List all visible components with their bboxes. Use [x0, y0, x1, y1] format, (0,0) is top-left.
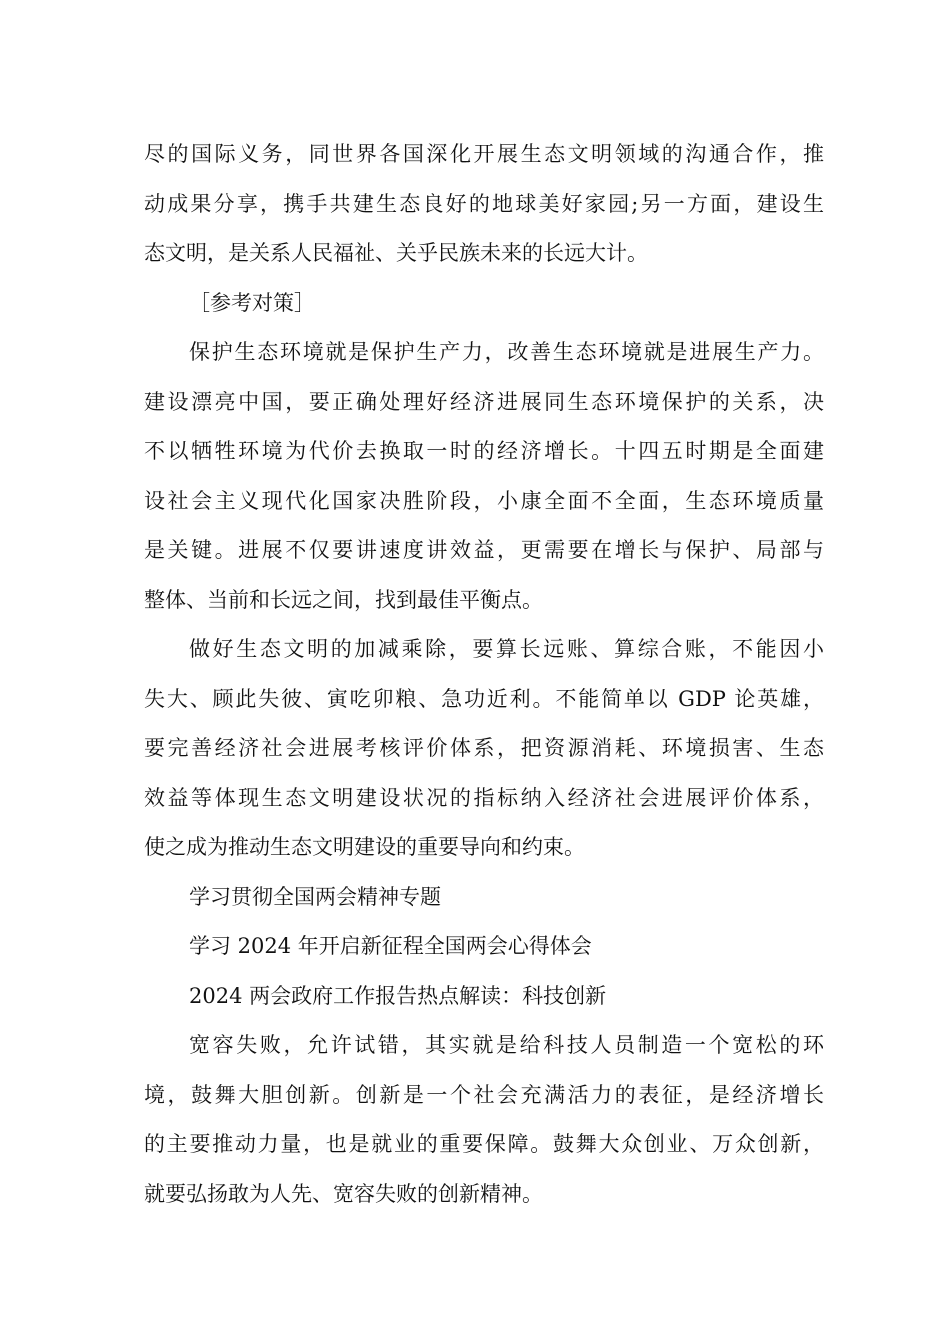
text-line: 效益等体现生态文明建设状况的指标纳入经济社会进展评价体系，	[144, 785, 824, 810]
topic-heading-two-sessions	[144, 873, 824, 923]
text-line: 境，鼓舞大胆创新。创新是一个社会充满活力的表征，是经济增长	[144, 1082, 824, 1107]
text-line: 学习贯彻全国两会精神专题	[189, 884, 441, 909]
text-line: 不以牺牲环境为代价去换取一时的经济增长。十四五时期是全面建	[144, 439, 824, 463]
text-line: 整体、当前和长远之间，找到最佳平衡点。	[144, 587, 543, 612]
text-line: 动成果分享，携手共建生态良好的地球美好家园;另一方面，建设生	[144, 191, 824, 216]
text-line: 是关键。进展不仅要讲速度讲效益，更需要在增长与保护、局部与	[144, 538, 824, 562]
text-line: 2024 两会政府工作报告热点解读：科技创新	[189, 983, 607, 1008]
paragraph-intro-continuation	[144, 130, 824, 279]
paragraph-ecology-productivity	[144, 328, 824, 625]
text-line: 失大、顾此失彼、寅吃卯粮、急功近利。不能简单以 GDP 论英雄，	[144, 686, 824, 711]
text-line: 做好生态文明的加减乘除，要算长远账、算综合账，不能因小	[189, 637, 824, 661]
topic-heading-tech-innovation	[144, 972, 824, 1022]
text-line: 的主要推动力量，也是就业的重要保障。鼓舞大众创业、万众创新，	[144, 1132, 824, 1156]
text-line: 尽的国际义务，同世界各国深化开展生态文明领域的沟通合作，推	[144, 142, 824, 166]
text-line: 学习 2024 年开启新征程全国两会心得体会	[189, 934, 592, 958]
text-line: 态文明，是关系人民福祉、关乎民族未来的长远大计。	[144, 241, 648, 265]
text-line: 建设漂亮中国，要正确处理好经济进展同生态环境保护的关系，决	[144, 389, 824, 414]
paragraph-ecological-civilization-math	[144, 625, 824, 873]
text-line: 使之成为推动生态文明建设的重要导向和约束。	[144, 835, 585, 859]
text-line: 要完善经济社会进展考核评价体系，把资源消耗、环境损害、生态	[144, 736, 824, 760]
text-line: ［参考对策］	[189, 290, 315, 315]
text-line: 就要弘扬敢为人先、宽容失败的创新精神。	[144, 1181, 543, 1206]
text-line: 设社会主义现代化国家决胜阶段，小康全面不全面，生态环境质量	[144, 488, 824, 513]
paragraph-tolerate-failure	[144, 1021, 824, 1219]
text-line: 保护生态环境就是保护生产力，改善生态环境就是进展生产力。	[189, 340, 824, 364]
text-line: 宽容失败，允许试错，其实就是给科技人员制造一个宽松的环	[189, 1033, 824, 1057]
section-heading-reference-measures	[144, 279, 824, 329]
topic-heading-study-notes	[144, 922, 824, 972]
document-body	[144, 130, 824, 1219]
